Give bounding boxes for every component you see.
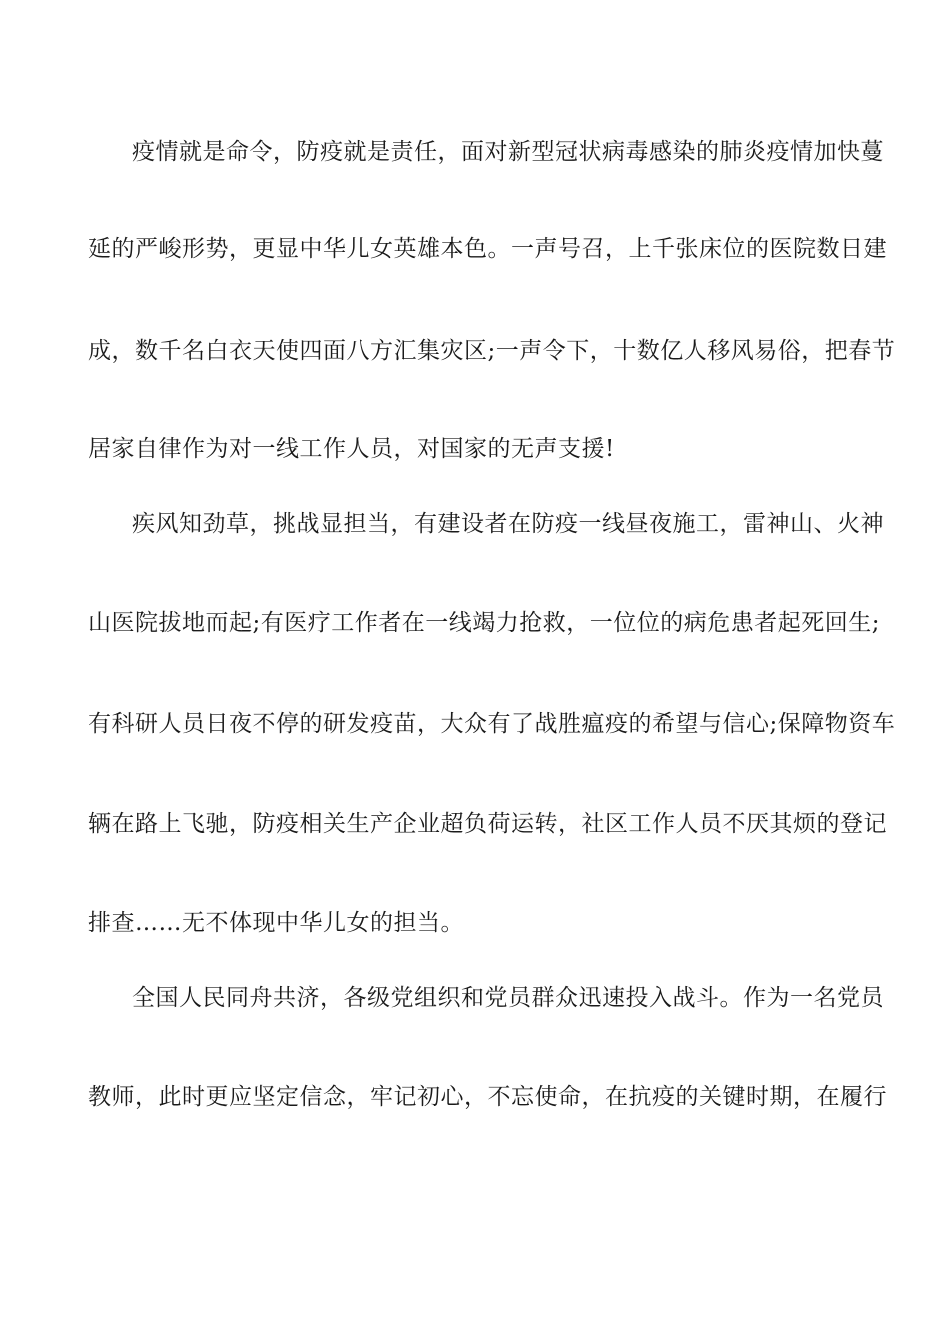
paragraph-1-line-1: 疫情就是命令，防疫就是责任，面对新型冠状病毒感染的肺炎疫情加快蔓 (132, 139, 884, 165)
paragraph-2-line-3: 有科研人员日夜不停的研发疫苗，大众有了战胜瘟疫的希望与信心;保障物资车 (88, 711, 896, 737)
paragraph-2-line-1: 疾风知劲草，挑战显担当，有建设者在防疫一线昼夜施工，雷神山、火神 (132, 511, 884, 537)
paragraph-1-line-2: 延的严峻形势，更显中华儿女英雄本色。一声号召，上千张床位的医院数日建 (88, 236, 887, 262)
paragraph-3-line-2: 教师，此时更应坚定信念，牢记初心，不忘使命，在抗疫的关键时期，在履行 (88, 1084, 887, 1110)
paragraph-2-line-2: 山医院拔地而起;有医疗工作者在一线竭力抢救，一位位的病危患者起死回生; (88, 610, 880, 636)
paragraph-2-line-5: 排查……无不体现中华儿女的担当。 (88, 910, 464, 936)
paragraph-2-line-4: 辆在路上飞驰，防疫相关生产企业超负荷运转，社区工作人员不厌其烦的登记 (88, 811, 887, 837)
paragraph-3-line-1: 全国人民同舟共济，各级党组织和党员群众迅速投入战斗。作为一名党员 (132, 985, 884, 1011)
paragraph-1-line-3: 成，数千名白衣天使四面八方汇集灾区;一声令下，十数亿人移风易俗，把春节 (88, 338, 896, 364)
paragraph-1-line-4: 居家自律作为对一线工作人员，对国家的无声支援! (88, 436, 615, 462)
